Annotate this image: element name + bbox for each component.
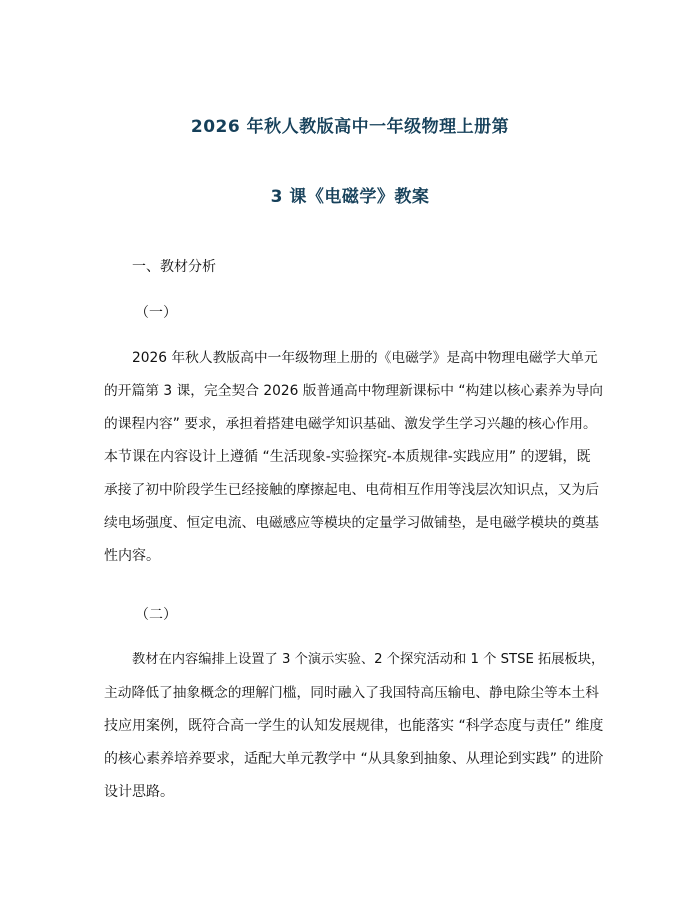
document-title-line-2: 3 课《电磁学》教案 [270,187,430,207]
section-heading: 一、教材分析 [132,259,216,275]
subsection-label-2: （二） [135,607,177,623]
document-title-line-1: 2026 年秋人教版高中一年级物理上册第 [190,117,510,137]
paragraph-2-line: 教材在内容编排上设置了 3 个演示实验、2 个探究活动和 1 个 STSE 拓展板块， [132,652,605,667]
paragraph-1-line: 续电场强度、恒定电流、电磁感应等模块的定量学习做铺垫，是电磁学模块的奠基 [104,515,600,531]
paragraph-2-line: 技应用案例，既符合高一学生的认知发展规律，也能落实 “科学态度与责任” 维度 [104,718,604,734]
paragraph-1-line: 的课程内容” 要求，承担着搭建电磁学知识基础、激发学生学习兴趣的核心作用。 [104,416,597,432]
paragraph-2-line: 的核心素养培养要求，适配大单元教学中 “从具象到抽象、从理论到实践” 的进阶 [104,751,604,767]
subsection-label-1: （一） [135,305,177,321]
paragraph-1-line: 性内容。 [104,548,160,564]
paragraph-1-line: 本节课在内容设计上遵循 “生活现象-实验探究-本质规律-实践应用” 的逻辑，既 [104,449,591,465]
paragraph-1-line: 承接了初中阶段学生已经接触的摩擦起电、电荷相互作用等浅层次知识点，又为后 [104,482,600,498]
paragraph-2-line: 主动降低了抽象概念的理解门槛，同时融入了我国特高压输电、静电除尘等本土科 [104,685,600,701]
paragraph-1-line: 的开篇第 3 课，完全契合 2026 版普通高中物理新课标中 “构建以核心素养为导向 [104,383,603,399]
paragraph-2-line: 设计思路。 [104,784,174,800]
paragraph-1-line: 2026 年秋人教版高中一年级物理上册的《电磁学》是高中物理电磁学大单元 [132,350,598,366]
